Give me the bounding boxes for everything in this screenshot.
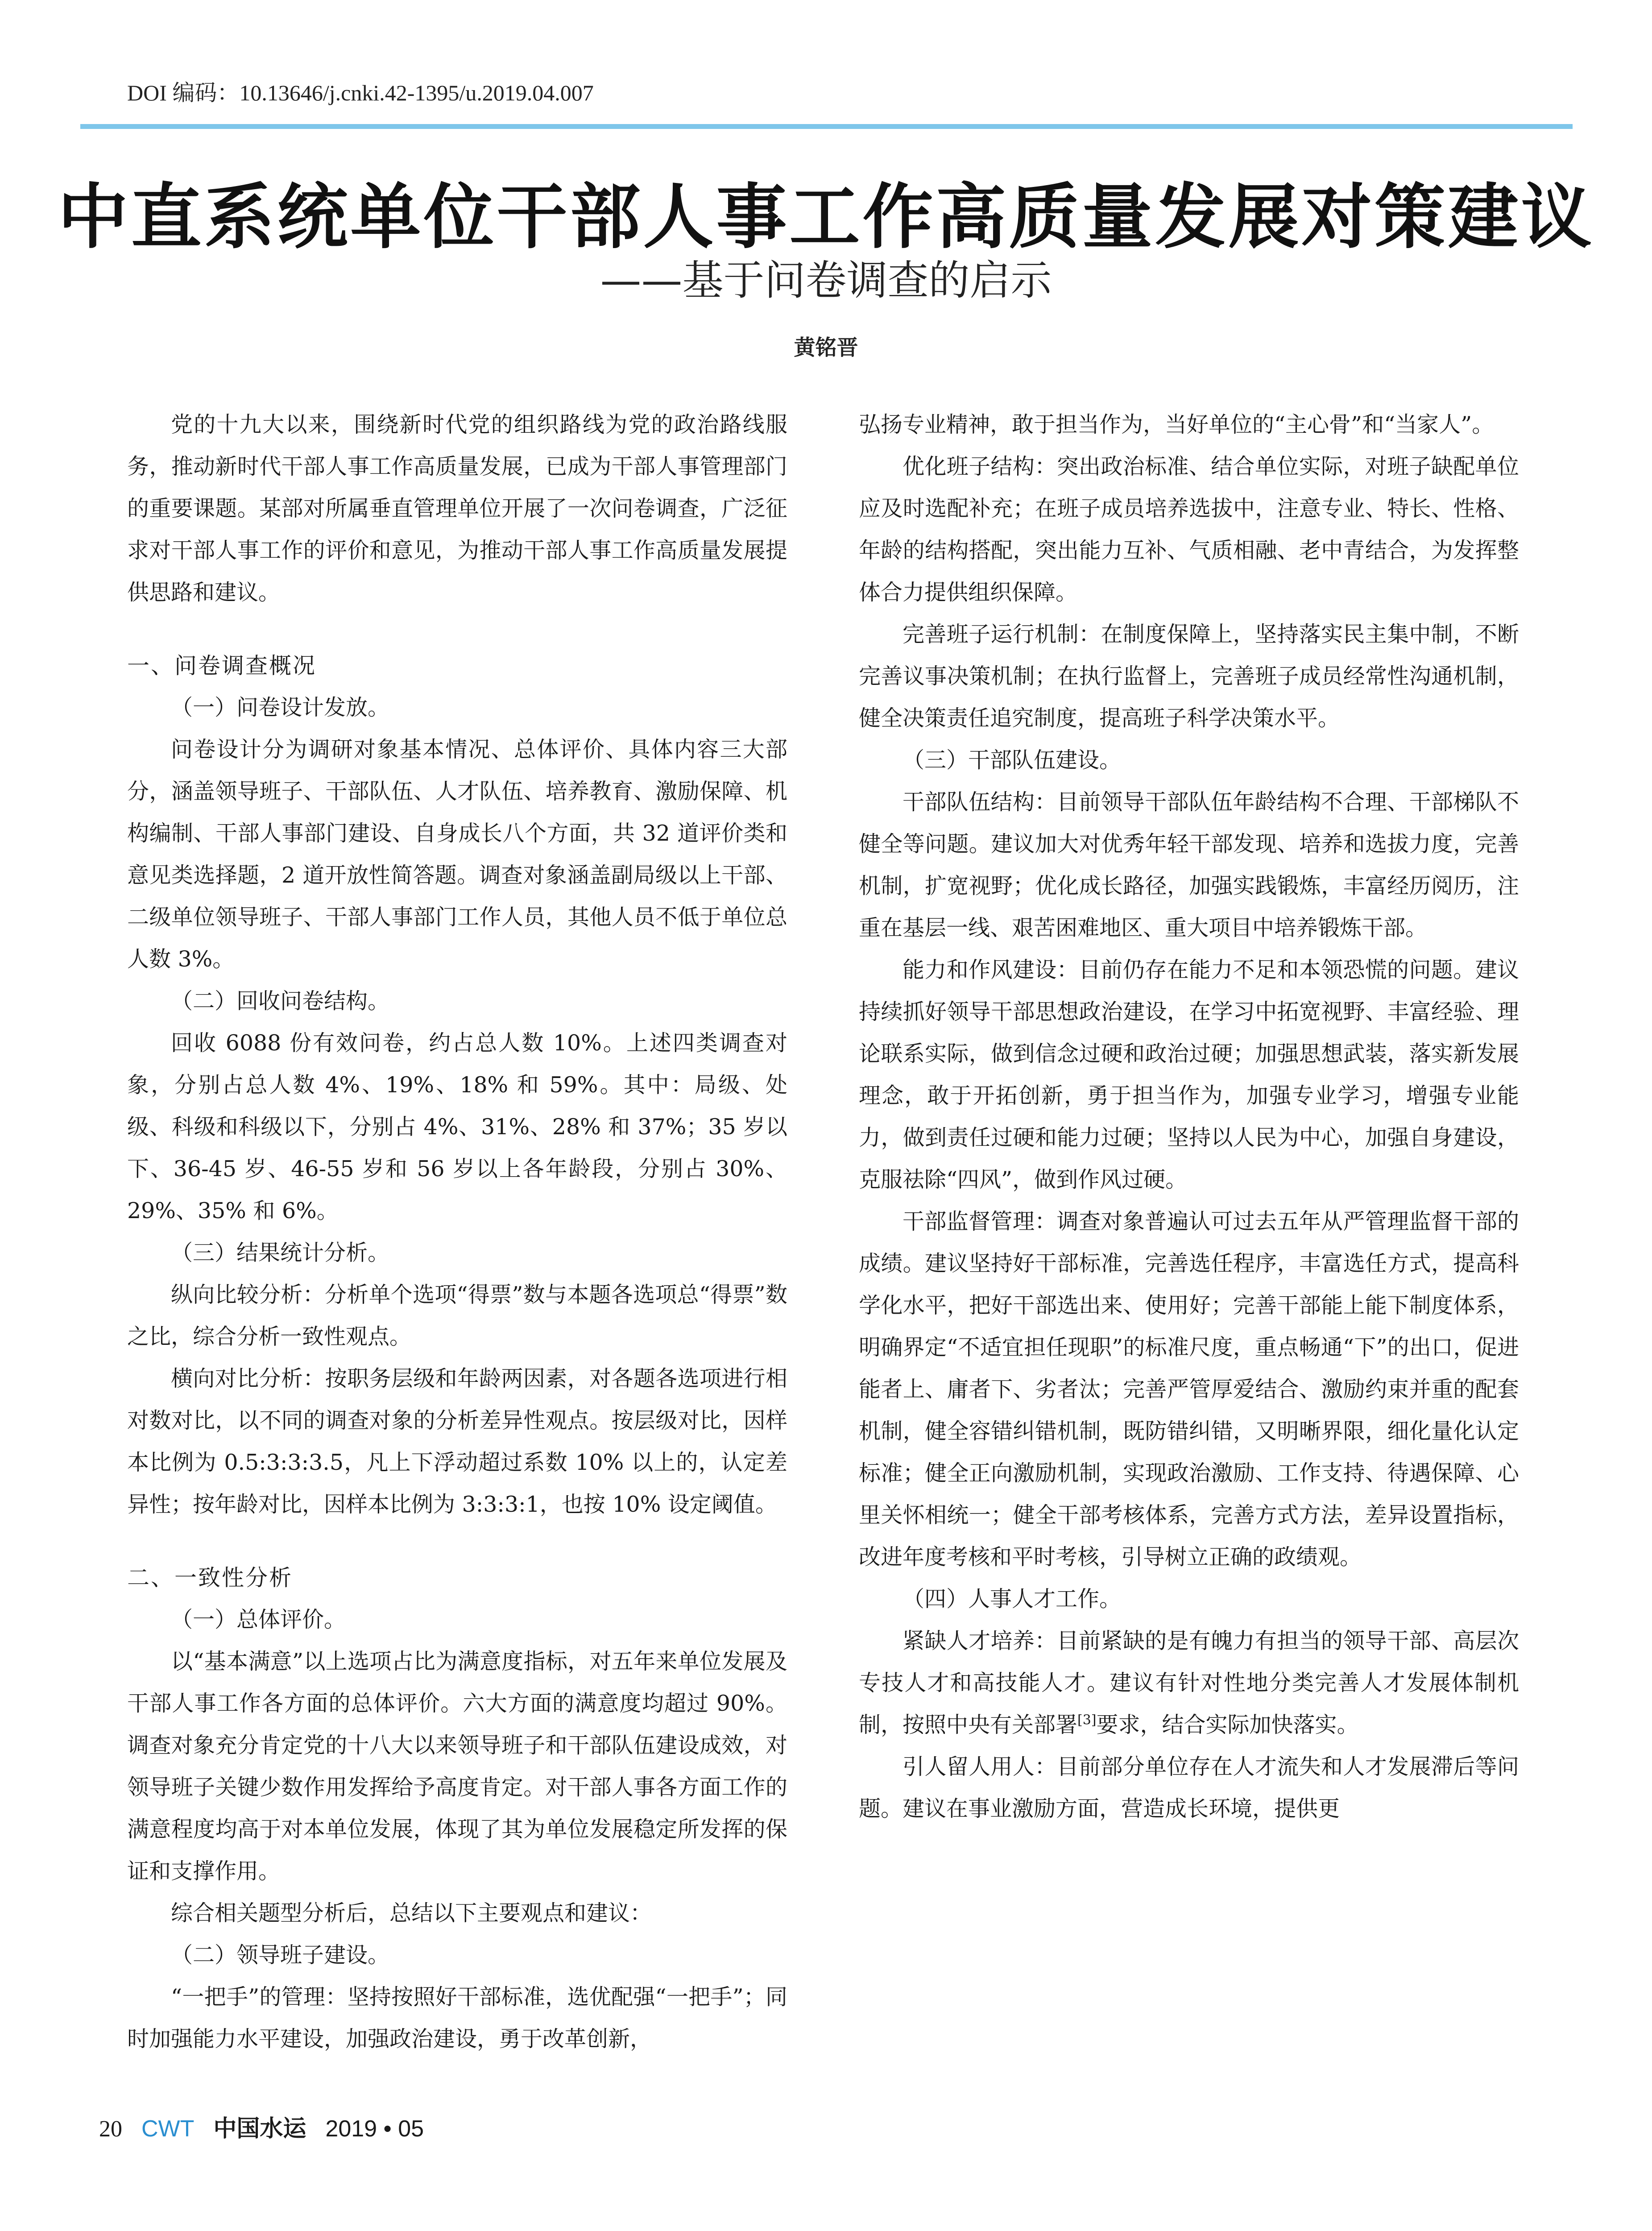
section-heading: 一、问卷调查概况 <box>127 653 316 679</box>
paragraph: 能力和作风建设：目前仍存在能力不足和本领恐慌的问题。建议持续抓好领导干部思想政治建设，在学习中拓宽视野、丰富经验、理论联系实际，做到信念过硬和政治过硬；加强思想武装，落实新发展理念，敢于开拓创新，勇于担当作为，加强专业学习，增强专业能力，做到责任过硬和能力过硬；坚持以人民为中心，加强自身建设，克服祛除“四风”，做到作风过硬。 <box>859 957 1519 1192</box>
article-title: 中直系统单位干部人事工作高质量发展对策建议 <box>58 176 1594 258</box>
paragraph: 以“基本满意”以上选项占比为满意度指标，对五年来单位发展及干部人事工作各方面的总体评价。六大方面的满意度均超过 90%。调查对象充分肯定党的十八大以来领导班子和干部队伍建设成效，对领导班子关键少数作用发挥给予高度肯定。对干部人事各方面工作的满意程度均高于对本单位发展，体现了其为单位发展稳定所发挥的保证和支撑作用。 <box>127 1649 787 1884</box>
paragraph: 党的十九大以来，围绕新时代党的组织路线为党的政治路线服务，推动新时代干部人事工作高质量发展，已成为干部人事管理部门的重要课题。某部对所属垂直管理单位开展了一次问卷调查，广泛征求对干部人事工作的评价和意见，为推动干部人事工作高质量发展提供思路和建议。 <box>127 412 787 605</box>
paragraph-text: 要求，结合实际加快落实。 <box>1096 1712 1359 1738</box>
paragraph: 引人留人用人：目前部分单位存在人才流失和人才发展滞后等问题。建议在事业激励方面，营造成长环境，提供更 <box>859 1754 1519 1821</box>
subsection-heading: （三）干部队伍建设。 <box>903 747 1122 773</box>
paragraph: 回收 6088 份有效问卷，约占总人数 10%。上述四类调查对象，分别占总人数 4%、19%、18% 和 59%。其中：局级、处级、科级和科级以下，分别占 4%、31%、28% 和 37%；35 岁以下、36-45 岁、46-55 岁和 56 岁以上各年龄段，分别占 30%、29%、35% 和 6%。 <box>127 1030 787 1223</box>
subsection-heading: （一）问卷设计发放。 <box>171 695 390 720</box>
paragraph: 纵向比较分析：分析单个选项“得票”数与本题各选项总“得票”数之比，综合分析一致性观点。 <box>127 1282 787 1349</box>
paragraph: 问卷设计分为调研对象基本情况、总体评价、具体内容三大部分，涵盖领导班子、干部队伍、人才队伍、培养教育、激励保障、机构编制、干部人事部门建设、自身成长八个方面，共 32 道评价类和意见类选择题，2 道开放性简答题。调查对象涵盖副局级以上干部、二级单位领导班子、干部人事部门工作人员，其他人员不低于单位总人数 3%。 <box>127 737 787 972</box>
paragraph: 优化班子结构：突出政治标准、结合单位实际，对班子缺配单位应及时选配补充；在班子成员培养选拔中，注意专业、特长、性格、年龄的结构搭配，突出能力互补、气质相融、老中青结合，为发挥整体合力提供组织保障。 <box>859 454 1519 605</box>
article-subtitle: ——基于问卷调查的启示 <box>600 257 1052 304</box>
paragraph-continuation: 弘扬专业精神，敢于担当作为，当好单位的“主心骨”和“当家人”。 <box>859 412 1494 437</box>
journal-name: 中国水运 <box>213 2115 306 2142</box>
journal-issue: 2019 • 05 <box>325 2116 424 2142</box>
doi-line: DOI 编码：10.13646/j.cnki.42-1395/u.2019.04.007 <box>127 80 594 105</box>
subsection-heading: （一）总体评价。 <box>171 1607 346 1632</box>
page-footer <box>99 2110 437 2143</box>
right-column <box>859 404 1519 1830</box>
citation-ref: [3] <box>1077 1712 1097 1728</box>
paragraph: 干部监督管理：调查对象普遍认可过去五年从严管理监督干部的成绩。建议坚持好干部标准，完善选任程序，丰富选任方式，提高科学化水平，把好干部选出来、使用好；完善干部能上能下制度体系，明确界定“不适宜担任现职”的标准尺度，重点畅通“下”的出口，促进能者上、庸者下、劣者汰；完善严管厚爱结合、激励约束并重的配套机制，健全容错纠错机制，既防错纠错，又明晰界限，细化量化认定标准；健全正向激励机制，实现政治激励、工作支持、待遇保障、心里关怀相统一；健全干部考核体系，完善方式方法，差异设置指标，改进年度考核和平时考核，引导树立正确的政绩观。 <box>859 1209 1519 1570</box>
paragraph: 完善班子运行机制：在制度保障上，坚持落实民主集中制，不断完善议事决策机制；在执行监督上，完善班子成员经常性沟通机制，健全决策责任追究制度，提高班子科学决策水平。 <box>859 622 1519 731</box>
paragraph: 干部队伍结构：目前领导干部队伍年龄结构不合理、干部梯队不健全等问题。建议加大对优秀年轻干部发现、培养和选拔力度，完善机制，扩宽视野；优化成长路径，加强实践锻炼，丰富经历阅历，注重在基层一线、艰苦困难地区、重大项目中培养锻炼干部。 <box>859 789 1519 941</box>
subsection-heading: （二）领导班子建设。 <box>171 1942 390 1968</box>
journal-logo: CWT <box>141 2116 195 2142</box>
paragraph: “一把手”的管理：坚持按照好干部标准，选优配强“一把手”；同时加强能力水平建设，加强政治建设，勇于改革创新， <box>127 1984 787 2052</box>
subsection-heading: （二）回收问卷结构。 <box>171 988 390 1014</box>
subsection-heading: （四）人事人才工作。 <box>903 1586 1122 1612</box>
page-number: 20 <box>99 2116 122 2142</box>
header-rule <box>80 124 1573 129</box>
left-column <box>127 404 787 2060</box>
paragraph-text: 紧缺人才培养：目前紧缺的是有魄力有担当的领导干部、高层次专技人才和高技能人才。建议有针对性地分类完善人才发展体制机制，按照中央有关部署 <box>859 1628 1519 1738</box>
subsection-heading: （三）结果统计分析。 <box>171 1240 390 1265</box>
section-heading: 二、一致性分析 <box>127 1565 293 1591</box>
paragraph: 横向对比分析：按职务层级和年龄两因素，对各题各选项进行相对数对比，以不同的调查对象的分析差异性观点。按层级对比，因样本比例为 0.5:3:3:3.5，凡上下浮动超过系数 10% 以上的，认定差异性；按年龄对比，因样本比例为 3:3:3:1，也按 10% 设定阈值。 <box>127 1366 787 1517</box>
author-name: 黄铭晋 <box>794 335 858 360</box>
paragraph: 综合相关题型分析后，总结以下主要观点和建议： <box>171 1900 652 1926</box>
paragraph <box>859 1620 1519 1746</box>
